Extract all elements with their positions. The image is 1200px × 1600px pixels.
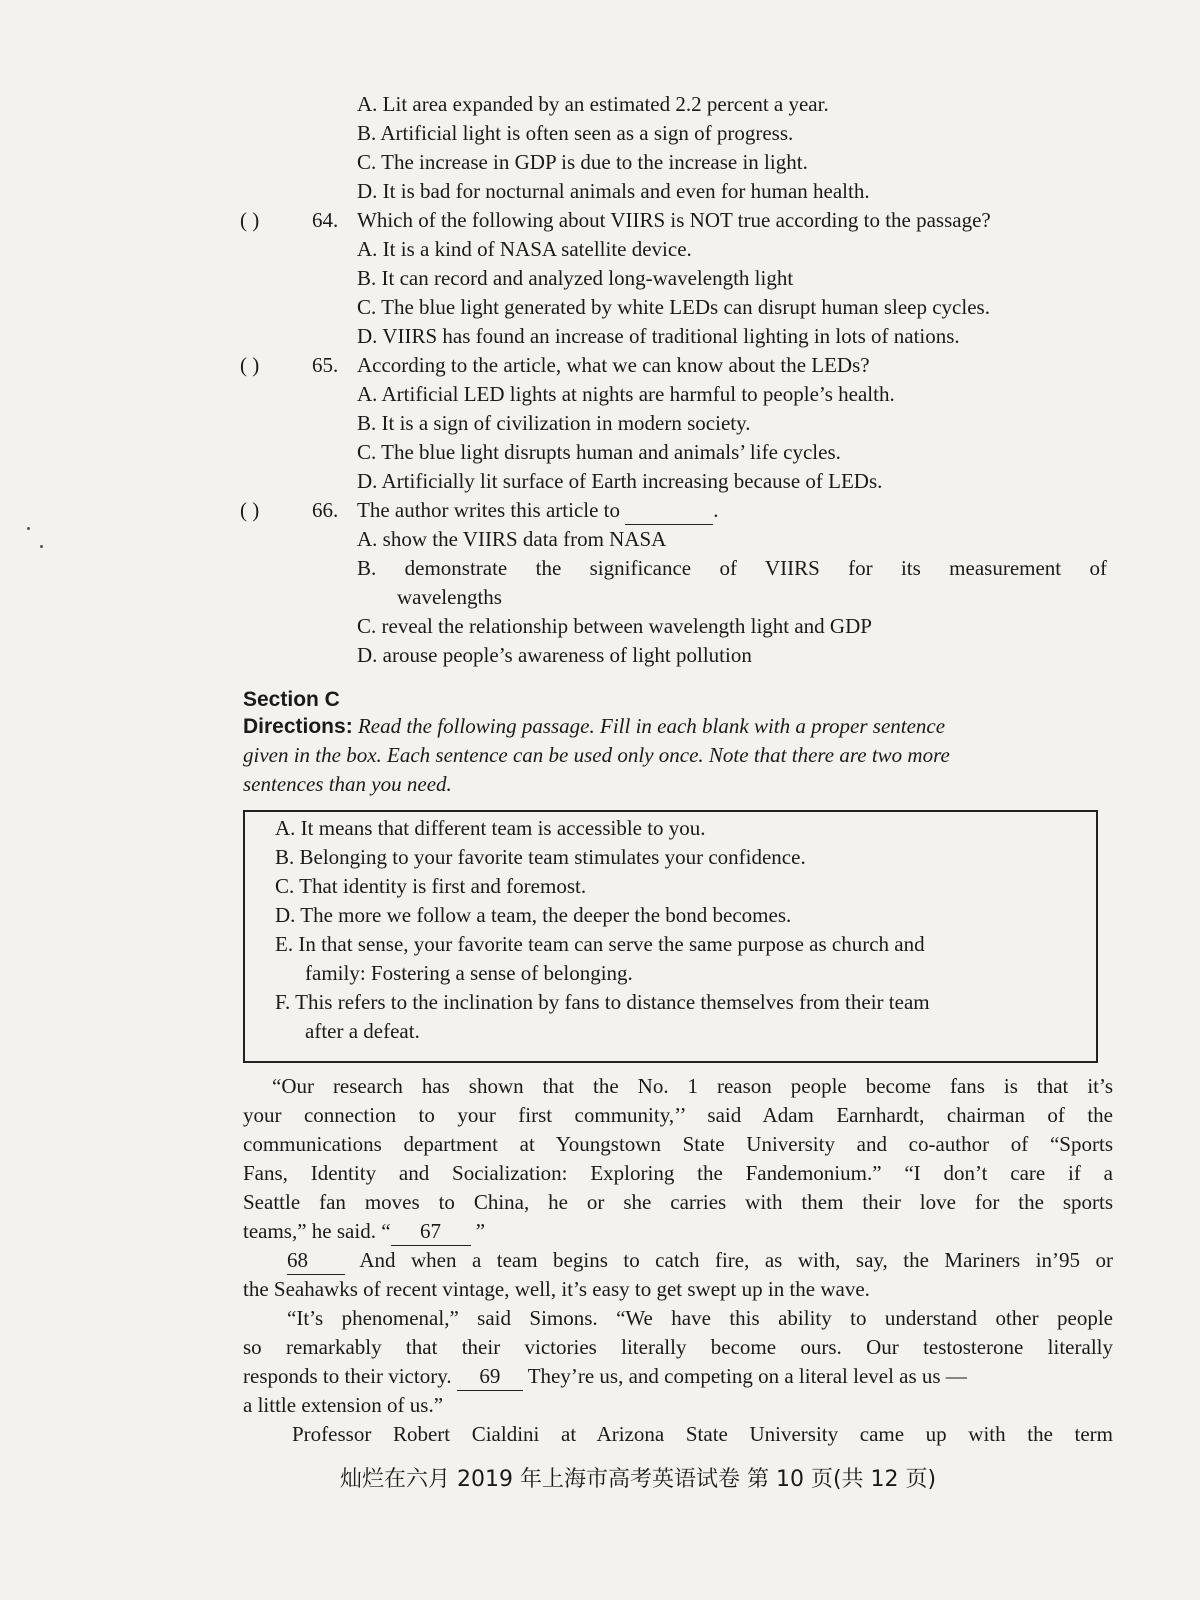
passage-p1-line-6-end: ” <box>470 1219 486 1243</box>
passage-p2-line-1 <box>287 1246 1113 1275</box>
q65-answer-bracket[interactable]: ( ) <box>240 353 260 377</box>
box-option-a: A. It means that different team is accessible to you. <box>275 816 706 840</box>
q63-option-b: B. Artificial light is often seen as a sign of progress. <box>357 121 794 145</box>
q66-number: 66. <box>312 498 339 522</box>
passage-p3-line-2: so remarkably that their victories literally become ours. Our testosterone literally <box>243 1335 1113 1359</box>
page-footer: 灿烂在六月 2019 年上海市高考英语试卷 第 10 页(共 12 页) <box>340 1467 937 1492</box>
directions-line-3: sentences than you need. <box>243 772 452 796</box>
q64-option-b: B. It can record and analyzed long-wavelength light <box>357 266 794 290</box>
q64-option-d: D. VIIRS has found an increase of traditional lighting in lots of nations. <box>357 324 960 348</box>
q65-option-b: B. It is a sign of civilization in modern society. <box>357 411 751 435</box>
passage-p4-line-1: Professor Robert Cialdini at Arizona State University came up with the term <box>292 1422 1113 1446</box>
q66-option-c: C. reveal the relationship between wavelength light and GDP <box>357 614 872 638</box>
q66-answer-bracket[interactable]: ( ) <box>240 498 260 522</box>
q66-stem <box>240 496 719 525</box>
blank-69: 69 <box>457 1362 523 1391</box>
q64-question: Which of the following about VIIRS is NOT true according to the passage? <box>357 208 991 232</box>
passage-p2-line-1-text: And when a team begins to catch fire, as with, say, the Mariners in’95 or <box>345 1248 1113 1272</box>
q66-option-d: D. arouse people’s awareness of light pollution <box>357 643 752 667</box>
q66-question: The author writes this article to <box>357 498 621 522</box>
q63-option-a: A. Lit area expanded by an estimated 2.2 percent a year. <box>357 92 829 116</box>
passage-p2-line-2: the Seahawks of recent vintage, well, it’s easy to get swept up in the wave. <box>243 1277 870 1301</box>
sentence-options-box <box>243 810 1098 1063</box>
passage-p3-line-3 <box>243 1362 1113 1391</box>
passage-p1-line-2: your connection to your first community,’’ said Adam Earnhardt, chairman of the <box>243 1103 1113 1127</box>
blank-68: 68 <box>287 1246 345 1275</box>
directions-label: Directions: <box>243 715 353 738</box>
q65-number: 65. <box>312 353 339 377</box>
q64-answer-bracket[interactable]: ( ) <box>240 208 260 232</box>
scan-speck <box>40 545 43 548</box>
passage-p1-line-4: Fans, Identity and Socialization: Exploring the Fandemonium.” “I don’t care if a <box>243 1161 1113 1185</box>
q65-stem <box>240 351 870 379</box>
box-option-e-cont: family: Fostering a sense of belonging. <box>305 961 633 985</box>
scan-speck <box>27 527 30 530</box>
passage-p1-line-5: Seattle fan moves to China, he or she carries with them their love for the sports <box>243 1190 1113 1214</box>
q64-option-a: A. It is a kind of NASA satellite device. <box>357 237 692 261</box>
q63-option-c: C. The increase in GDP is due to the increase in light. <box>357 150 808 174</box>
box-option-f-cont: after a defeat. <box>305 1019 420 1043</box>
box-option-f: F. This refers to the inclination by fans to distance themselves from their team <box>275 990 930 1014</box>
q64-option-c: C. The blue light generated by white LEDs can disrupt human sleep cycles. <box>357 295 990 319</box>
passage-p3-line-3-text: responds to their victory. <box>243 1364 457 1388</box>
q63-option-d: D. It is bad for nocturnal animals and even for human health. <box>357 179 870 203</box>
directions-line-1 <box>243 712 945 741</box>
q66-question-end: . <box>713 498 719 522</box>
q66-blank <box>625 496 713 525</box>
passage-p1-line-1: “Our research has shown that the No. 1 reason people become fans is that it’s <box>272 1074 1113 1098</box>
q66-option-a: A. show the VIIRS data from NASA <box>357 527 667 551</box>
q64-number: 64. <box>312 208 339 232</box>
box-option-c: C. That identity is first and foremost. <box>275 874 587 898</box>
box-option-d: D. The more we follow a team, the deeper the bond becomes. <box>275 903 792 927</box>
passage-p3-line-1: “It’s phenomenal,” said Simons. “We have this ability to understand other people <box>287 1306 1113 1330</box>
passage-p1-line-6 <box>243 1217 1113 1246</box>
passage-p3-line-3-end: They’re us, and competing on a literal level as us — <box>522 1364 967 1388</box>
blank-67: 67 <box>391 1217 471 1246</box>
q65-question: According to the article, what we can know about the LEDs? <box>357 353 870 377</box>
box-option-e: E. In that sense, your favorite team can serve the same purpose as church and <box>275 932 925 956</box>
box-option-b: B. Belonging to your favorite team stimulates your confidence. <box>275 845 806 869</box>
passage-p1-line-3: communications department at Youngstown State University and co-author of “Sports <box>243 1132 1113 1156</box>
directions-text-1: Read the following passage. Fill in each blank with a proper sentence <box>357 714 946 738</box>
passage-p3-line-4: a little extension of us.” <box>243 1393 444 1417</box>
q64-stem <box>240 206 991 234</box>
q65-option-d: D. Artificially lit surface of Earth increasing because of LEDs. <box>357 469 883 493</box>
section-c-title: Section C <box>243 688 340 711</box>
directions-line-2: given in the box. Each sentence can be used only once. Note that there are two more <box>243 743 950 767</box>
q65-option-c: C. The blue light disrupts human and animals’ life cycles. <box>357 440 841 464</box>
q65-option-a: A. Artificial LED lights at nights are harmful to people’s health. <box>357 382 895 406</box>
passage-p1-line-6-text: teams,” he said. “ <box>243 1219 391 1243</box>
q66-option-b: B. demonstrate the significance of VIIRS for its measurement of <box>357 556 1107 580</box>
q66-option-b-cont: wavelengths <box>397 585 502 609</box>
